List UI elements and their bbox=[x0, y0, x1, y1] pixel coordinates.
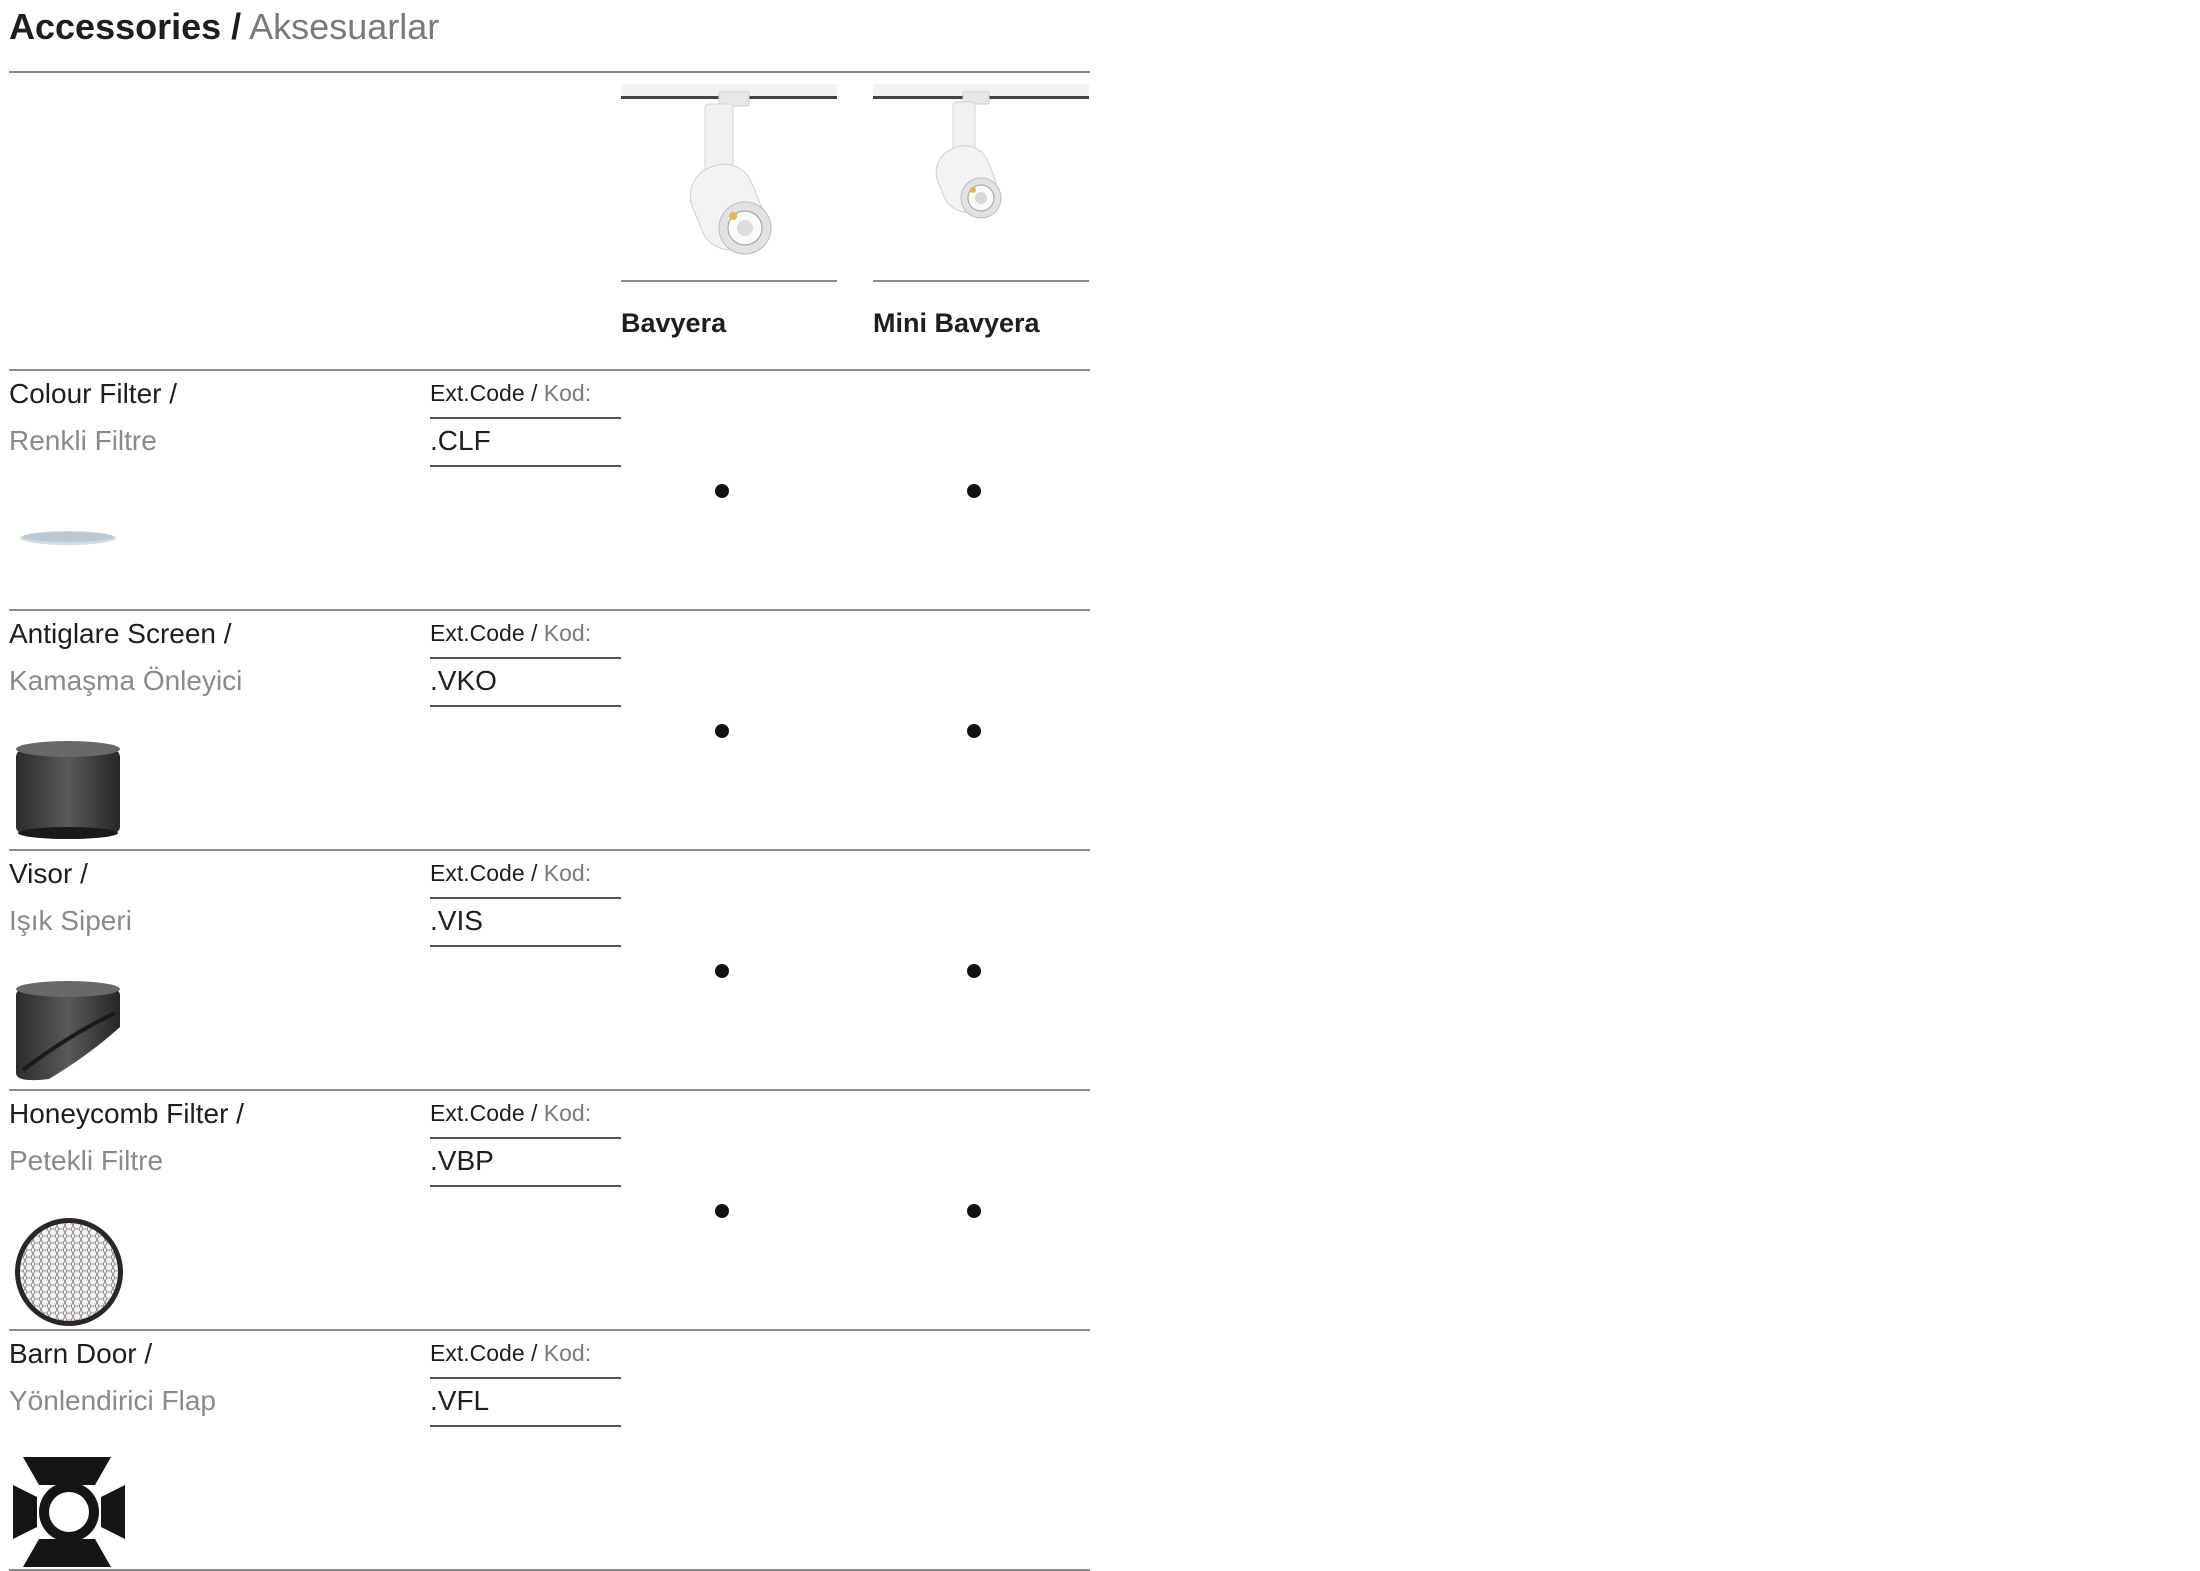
accessory-name-en: Colour Filter / bbox=[9, 378, 178, 409]
compatibility-dot-bavyera bbox=[715, 724, 729, 738]
accessory-code: .VIS bbox=[430, 905, 483, 936]
accessory-name-en: Visor / bbox=[9, 858, 88, 889]
accessory-row-honeycomb-filter bbox=[0, 1090, 1100, 1330]
accessory-row-colour-filter bbox=[0, 370, 1100, 610]
code-label: Ext.Code / Kod: bbox=[430, 1100, 592, 1126]
accessory-row-visor bbox=[0, 850, 1100, 1090]
compatibility-dot-mini-bavyera bbox=[967, 964, 981, 978]
compatibility-dot-mini-bavyera bbox=[967, 484, 981, 498]
honeycomb-filter-icon bbox=[9, 1215, 129, 1327]
code-label: Ext.Code / Kod: bbox=[430, 860, 592, 886]
visor-icon bbox=[9, 975, 129, 1087]
title-en: Accessories / bbox=[9, 6, 242, 47]
compatibility-dot-bavyera bbox=[715, 964, 729, 978]
row-divider bbox=[9, 1569, 1090, 1571]
accessory-name-tr: Kamaşma Önleyici bbox=[9, 665, 243, 696]
code-divider bbox=[430, 1425, 621, 1427]
code-divider bbox=[430, 705, 621, 707]
product-name-mini-bavyera: Mini Bavyera bbox=[873, 308, 1040, 338]
accessory-code: .CLF bbox=[430, 425, 491, 456]
accessory-name-tr: Petekli Filtre bbox=[9, 1145, 164, 1176]
accessory-row-barn-door bbox=[0, 1330, 1100, 1570]
compatibility-dot-bavyera bbox=[715, 1204, 729, 1218]
code-label: Ext.Code / Kod: bbox=[430, 620, 592, 646]
mini-track-spotlight-icon bbox=[873, 82, 1089, 282]
code-divider bbox=[430, 1377, 621, 1379]
product-divider bbox=[873, 280, 1089, 282]
barn-door-icon bbox=[9, 1455, 129, 1567]
page-title bbox=[9, 6, 439, 48]
title-divider bbox=[9, 71, 1090, 73]
accessory-row-antiglare-screen bbox=[0, 610, 1100, 850]
colour-filter-icon bbox=[9, 495, 129, 607]
accessory-code: .VBP bbox=[430, 1145, 494, 1176]
code-divider bbox=[430, 945, 621, 947]
accessory-name-en: Antiglare Screen / bbox=[9, 618, 232, 649]
product-divider bbox=[621, 280, 837, 282]
accessory-code: .VFL bbox=[430, 1385, 490, 1416]
code-label: Ext.Code / Kod: bbox=[430, 380, 592, 406]
compatibility-dot-mini-bavyera bbox=[967, 724, 981, 738]
code-divider bbox=[430, 1185, 621, 1187]
accessory-name-tr: Renkli Filtre bbox=[9, 425, 157, 456]
accessory-name-en: Barn Door / bbox=[9, 1338, 153, 1369]
accessory-name-tr: Işık Siperi bbox=[9, 905, 132, 936]
code-divider bbox=[430, 1137, 621, 1139]
code-divider bbox=[430, 417, 621, 419]
code-divider bbox=[430, 897, 621, 899]
code-divider bbox=[430, 465, 621, 467]
track-spotlight-icon bbox=[621, 82, 837, 282]
accessory-name-en: Honeycomb Filter / bbox=[9, 1098, 244, 1129]
accessory-name-tr: Yönlendirici Flap bbox=[9, 1385, 216, 1416]
product-name-bavyera: Bavyera bbox=[621, 308, 727, 338]
compatibility-dot-bavyera bbox=[715, 484, 729, 498]
antiglare-screen-icon bbox=[9, 735, 129, 847]
code-divider bbox=[430, 657, 621, 659]
code-label: Ext.Code / Kod: bbox=[430, 1340, 592, 1366]
title-tr: Aksesuarlar bbox=[249, 6, 440, 47]
compatibility-dot-mini-bavyera bbox=[967, 1204, 981, 1218]
accessory-code: .VKO bbox=[430, 665, 497, 696]
